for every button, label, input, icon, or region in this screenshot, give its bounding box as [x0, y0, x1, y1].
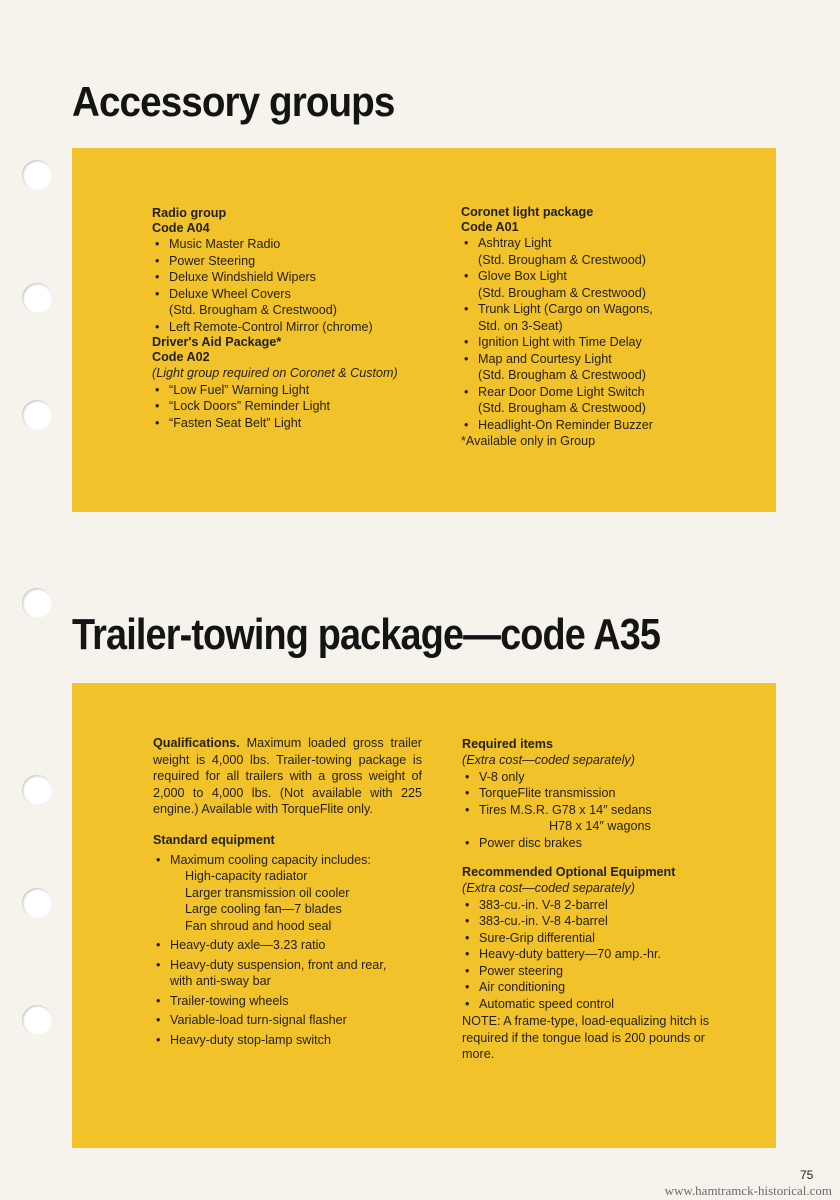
list-item: • Automatic speed control: [462, 996, 737, 1013]
list-item-sub: (Std. Brougham & Crestwood): [478, 285, 646, 300]
list-item: • Air conditioning: [462, 979, 737, 996]
footnote: *Available only in Group: [461, 434, 596, 448]
list-item: • Heavy-duty stop-lamp switch: [153, 1032, 422, 1049]
standard-equipment-heading: Standard equipment: [153, 832, 275, 847]
list-item: [153, 852, 422, 935]
list-item: • TorqueFlite transmission: [462, 785, 737, 802]
list-item-text: Tires M.S.R. G78 x 14″ sedans: [479, 802, 652, 817]
drivers-aid-code: Code A02: [152, 350, 210, 364]
list-item-text: Map and Courtesy Light: [478, 351, 612, 366]
list-item: • Music Master Radio: [152, 236, 452, 253]
accessory-groups-panel: [72, 148, 776, 512]
right-column: [461, 205, 751, 450]
qualifications-paragraph: [153, 735, 422, 818]
drivers-aid-list: [152, 382, 452, 432]
list-item: • Variable-load turn-signal flasher: [153, 1012, 422, 1029]
hitch-note: NOTE: A frame-type, load-equalizing hitch is required if the tongue load is 200 pounds or more.: [462, 1014, 710, 1061]
recommended-note: (Extra cost—coded separately): [462, 881, 635, 895]
binder-hole: [22, 775, 52, 805]
cooling-items: [170, 868, 422, 934]
required-items-list: [462, 769, 737, 852]
list-item: • Heavy-duty battery—70 amp.-hr.: [462, 946, 737, 963]
accessory-groups-title: Accessory groups: [72, 78, 395, 125]
list-item: • Power steering: [462, 963, 737, 980]
list-item-sub: H78 x 14″ wagons: [549, 819, 651, 833]
list-item-sub: with anti-sway bar: [170, 974, 271, 988]
cooling-item: Large cooling fan—7 blades: [185, 902, 342, 916]
list-item: • Power Steering: [152, 253, 452, 270]
standard-equipment-list: [153, 852, 422, 1049]
trailer-towing-panel: [72, 683, 776, 1148]
list-item: [461, 384, 751, 417]
list-item-sub: (Std. Brougham & Crestwood): [478, 252, 646, 267]
coronet-light-heading: Coronet light package: [461, 205, 594, 219]
list-item: • 383-cu.-in. V-8 2-barrel: [462, 897, 737, 914]
list-item-text: Deluxe Wheel Covers: [169, 286, 291, 301]
recommended-list: [462, 897, 737, 1013]
list-item-text: Ignition Light with Time Delay: [478, 335, 642, 349]
list-item-text: Ashtray Light: [478, 236, 552, 250]
binder-hole: [22, 1005, 52, 1035]
watermark-url: www.hamtramck-historical.com: [664, 1183, 832, 1198]
coronet-light-code: Code A01: [461, 220, 519, 234]
qualifications-text: Maximum loaded gross trailer weight is 4,000 lbs. Trailer-towing package is required for all trailers with a gross weight of 2,000 to 4,000 lbs. (Not available with 225 engine.) Available with TorqueFlite only.: [153, 736, 422, 816]
list-item: • “Lock Doors” Reminder Light: [152, 398, 452, 415]
list-item: • Heavy-duty axle—3.23 ratio: [153, 937, 422, 954]
cooling-item: Fan shroud and hood seal: [185, 918, 332, 933]
drivers-aid-note: (Light group required on Coronet & Custom): [152, 366, 398, 380]
list-item: • Left Remote-Control Mirror (chrome): [152, 319, 452, 336]
list-item: • Deluxe Windshield Wipers: [152, 269, 452, 286]
required-items-heading: Required items: [462, 737, 553, 751]
qualifications-label: Qualifications.: [153, 736, 240, 750]
page-number: 75: [800, 1168, 814, 1182]
list-item: • 383-cu.-in. V-8 4-barrel: [462, 913, 737, 930]
list-item: [461, 417, 751, 434]
list-item: [461, 235, 751, 268]
list-item: • V-8 only: [462, 769, 737, 786]
binder-hole: [22, 888, 52, 918]
right-column: [462, 737, 737, 1063]
cooling-item: Larger transmission oil cooler: [185, 885, 350, 900]
list-item-text: Heavy-duty suspension, front and rear,: [170, 957, 387, 972]
binder-hole: [22, 160, 52, 190]
binder-hole: [22, 588, 52, 618]
coronet-light-list: [461, 235, 751, 433]
binder-hole: [22, 283, 52, 313]
list-item: [461, 351, 751, 384]
list-item-sub: Std. on 3-Seat): [478, 318, 563, 333]
list-item: [153, 957, 422, 990]
list-item: • Trailer-towing wheels: [153, 993, 422, 1010]
list-item: [461, 301, 751, 334]
left-column: [152, 206, 452, 431]
list-item: • Power disc brakes: [462, 835, 737, 852]
list-item-sub: (Std. Brougham & Crestwood): [478, 368, 646, 382]
radio-group-code: Code A04: [152, 221, 210, 235]
trailer-towing-title: Trailer-towing package—code A35: [72, 610, 661, 659]
list-item: [461, 268, 751, 301]
list-item: [462, 802, 737, 835]
list-item: • “Low Fuel” Warning Light: [152, 382, 452, 399]
radio-group-list: [152, 236, 452, 335]
list-item: • “Fasten Seat Belt” Light: [152, 415, 452, 432]
list-item-text: Maximum cooling capacity includes:: [170, 852, 371, 867]
list-item-text: Glove Box Light: [478, 269, 567, 283]
required-items-note: (Extra cost—coded separately): [462, 753, 635, 767]
list-item: [461, 334, 751, 351]
binder-hole: [22, 400, 52, 430]
drivers-aid-heading: Driver's Aid Package*: [152, 335, 282, 349]
radio-group-heading: Radio group: [152, 206, 227, 220]
list-item-sub: (Std. Brougham & Crestwood): [478, 401, 646, 415]
list-item-text: Headlight-On Reminder Buzzer: [478, 417, 653, 432]
list-item-sub: (Std. Brougham & Crestwood): [169, 303, 337, 317]
cooling-item: High-capacity radiator: [185, 869, 308, 883]
list-item: [152, 286, 452, 319]
list-item: • Sure-Grip differential: [462, 930, 737, 947]
list-item-text: Rear Door Dome Light Switch: [478, 384, 645, 399]
recommended-heading: Recommended Optional Equipment: [462, 865, 676, 879]
list-item-text: Trunk Light (Cargo on Wagons,: [478, 302, 653, 316]
left-column: [153, 735, 422, 1048]
